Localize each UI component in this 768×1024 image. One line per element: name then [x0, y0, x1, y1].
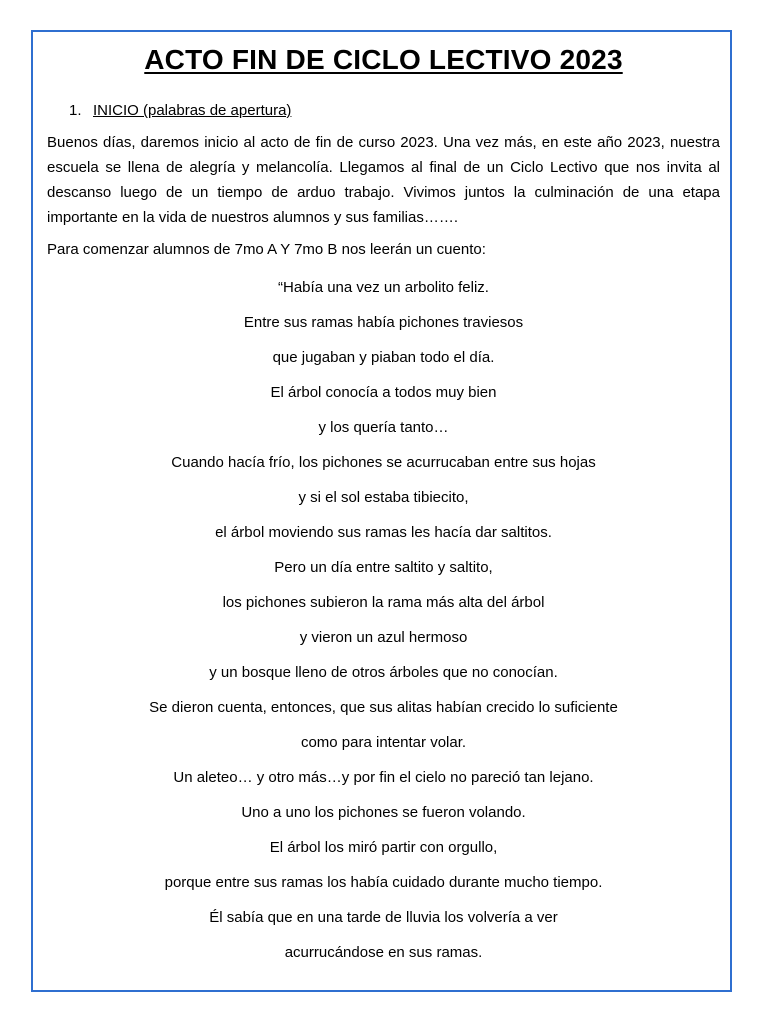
poem-line: Él sabía que en una tarde de lluvia los volvería a ver [209, 909, 558, 926]
poem-line: el árbol moviendo sus ramas les hacía dar saltitos. [215, 524, 552, 541]
intro-paragraph: Para comenzar alumnos de 7mo A Y 7mo B nos leerán un cuento: [47, 241, 486, 258]
story-poem [47, 270, 720, 970]
poem-line: El árbol conocía a todos muy bien [270, 384, 497, 401]
opening-paragraph: Buenos días, daremos inicio al acto de fin de curso 2023. Una vez más, en este año 2023, nuestra escuela se llena de alegría y melancolía. Llegamos al final de un Ciclo Lectivo que nos invita al descanso luego de un tiempo de arduo trabajo. Vivimos juntos la culminación de una etapa importante en la vida de nuestros alumnos y sus familias……. [47, 134, 720, 226]
poem-line: “Había una vez un arbolito feliz. [278, 279, 489, 296]
poem-line: porque entre sus ramas los había cuidado durante mucho tiempo. [164, 874, 603, 891]
poem-line: los pichones subieron la rama más alta del árbol [222, 594, 545, 611]
poem-line: Un aleteo… y otro más…y por fin el cielo no pareció tan lejano. [173, 769, 594, 786]
poem-line: Uno a uno los pichones se fueron volando. [241, 804, 526, 821]
poem-line: Pero un día entre saltito y saltito, [274, 559, 493, 576]
section-heading [47, 100, 720, 122]
poem-line: El árbol los miró partir con orgullo, [269, 839, 498, 856]
poem-line: que jugaban y piaban todo el día. [272, 349, 495, 366]
document-title: ACTO FIN DE CICLO LECTIVO 2023 [144, 44, 623, 75]
section-number: 1. [69, 102, 82, 119]
document-body [47, 40, 720, 970]
poem-line: y los quería tanto… [318, 419, 449, 436]
poem-line: Entre sus ramas había pichones traviesos [243, 314, 524, 331]
poem-line: como para intentar volar. [300, 734, 467, 751]
poem-line: y vieron un azul hermoso [299, 629, 468, 646]
poem-line: y un bosque lleno de otros árboles que no conocían. [209, 664, 558, 681]
poem-line: acurrucándose en sus ramas. [284, 944, 483, 961]
section-label: INICIO (palabras de apertura) [93, 102, 292, 119]
poem-line: Se dieron cuenta, entonces, que sus alitas habían crecido lo suficiente [149, 699, 618, 716]
poem-line: y si el sol estaba tibiecito, [298, 489, 469, 506]
poem-line: Cuando hacía frío, los pichones se acurrucaban entre sus hojas [171, 454, 596, 471]
